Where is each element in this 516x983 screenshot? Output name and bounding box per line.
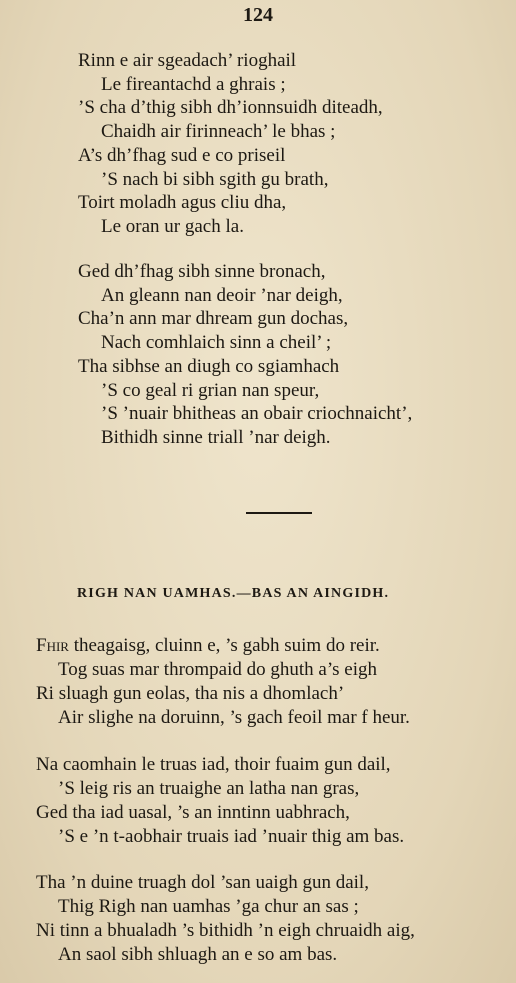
stanza-3 [0, 634, 516, 730]
verse-line: Ged dh’fhag sibh sinne bronach, [78, 261, 326, 282]
verse-line: Le oran ur gach la. [101, 215, 244, 237]
section-heading: RIGH NAN UAMHAS.—BAS AN AINGIDH. [77, 586, 390, 601]
stanza-4 [0, 753, 516, 849]
verse-line: Tha sibhse an diugh co sgiamhach [78, 355, 340, 377]
verse-line: Chaidh air firinneach’ le bhas ; [101, 121, 336, 143]
verse-line-rest: theagaisg, cluinn e, ’s gabh suim do reir. [68, 635, 380, 656]
verse-line: Ni tinn a bhualadh ’s bithidh ’n eigh chruaidh aig, [36, 920, 415, 941]
stanza-1 [0, 49, 516, 239]
verse-line: ’S cha d’thig sibh dh’ionnsuidh diteadh, [78, 97, 383, 119]
verse-line: A’s dh’fhag sud e co priseil [78, 144, 286, 166]
drop-word: Fhir [36, 635, 69, 656]
verse-line: Bithidh sinne triall ’nar deigh. [101, 426, 331, 448]
verse-line: Toirt moladh agus cliu dha, [78, 192, 287, 214]
verse-line: Ged tha iad uasal, ’s an inntinn uabhrach, [36, 802, 350, 823]
verse-line: ’S ’nuair bhitheas an obair criochnaicht’, [101, 403, 413, 425]
verse-line: ’S leig ris an truaighe an latha nan gras, [58, 778, 360, 799]
stanza-5 [0, 871, 516, 967]
verse-line: Rinn e air sgeadach’ rioghail [78, 50, 297, 71]
page-number: 124 [243, 4, 273, 26]
verse-line: Na caomhain le truas iad, thoir fuaim gun dail, [36, 754, 391, 775]
verse-line: Cha’n ann mar dhream gun dochas, [78, 308, 349, 330]
section-divider [246, 512, 312, 514]
stanza-2 [0, 260, 516, 450]
verse-line: An gleann nan deoir ’nar deigh, [101, 284, 343, 306]
verse-line-first [0, 634, 516, 658]
verse-line: Le fireantachd a ghrais ; [101, 73, 286, 95]
verse-line: ’S nach bi sibh sgith gu brath, [101, 168, 329, 190]
verse-line: ’S co geal ri grian nan speur, [101, 379, 320, 401]
verse-line: ’S e ’n t-aobhair truais iad ’nuair thig am bas. [58, 826, 405, 847]
verse-line: Tog suas mar thrompaid do ghuth a’s eigh [58, 659, 377, 680]
verse-line: Air slighe na doruinn, ’s gach feoil mar f heur. [58, 707, 410, 728]
verse-line: Thig Righ nan uamhas ’ga chur an sas ; [58, 896, 359, 917]
verse-line: Nach comhlaich sinn a cheil’ ; [101, 332, 332, 354]
verse-line: Ri sluagh gun eolas, tha nis a dhomlach’ [36, 683, 345, 704]
verse-line: An saol sibh shluagh an e so am bas. [58, 944, 338, 965]
verse-line: Tha ’n duine truagh dol ’san uaigh gun dail, [36, 872, 369, 893]
